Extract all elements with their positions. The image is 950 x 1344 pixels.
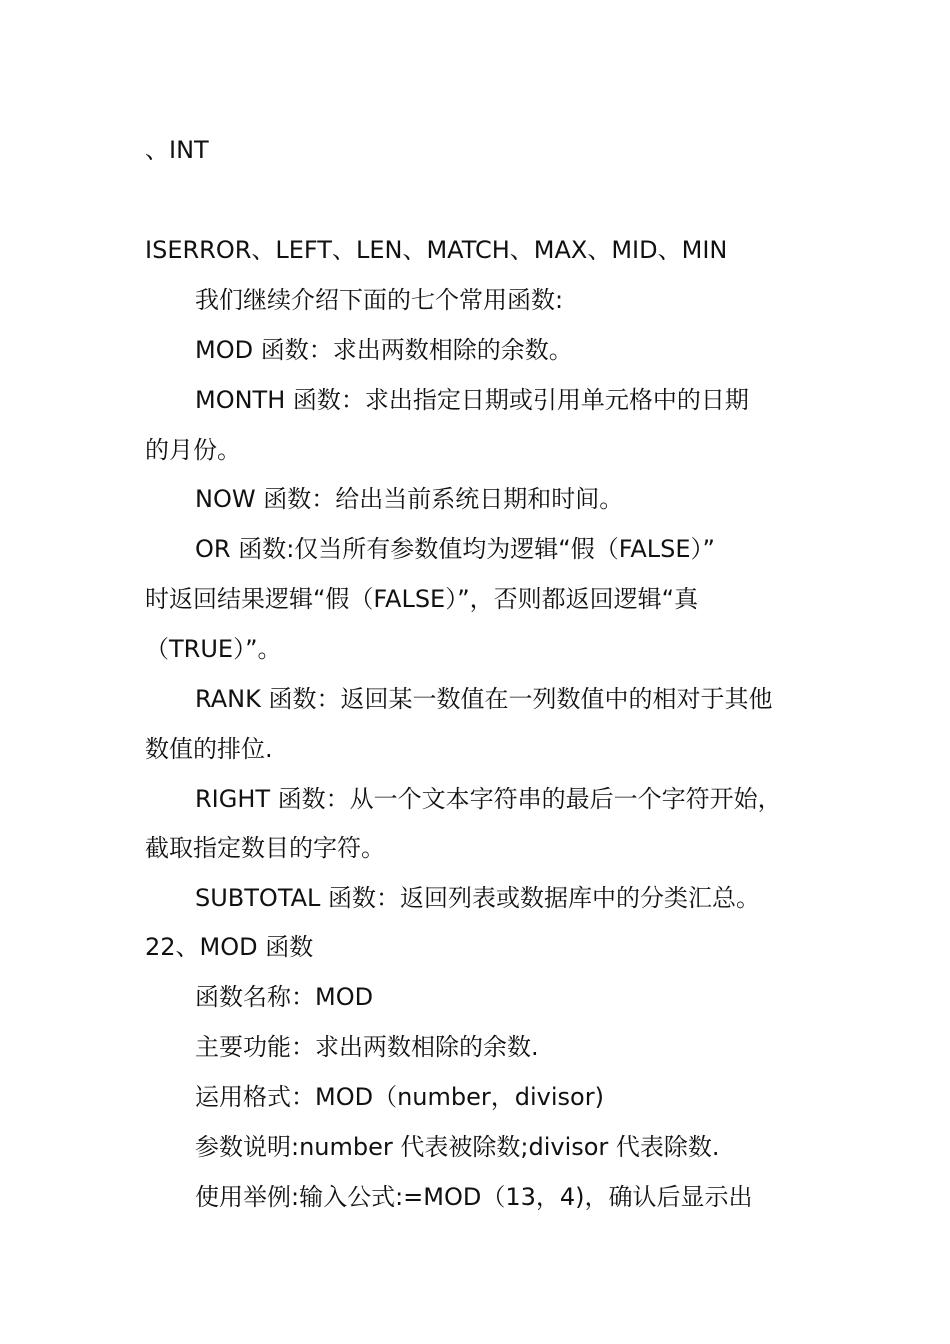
month-description: MONTH 函数：求出指定日期或引用单元格中的日期 (195, 386, 749, 414)
rank-description: RANK 函数：返回某一数值在一列数值中的相对于其他 (195, 685, 773, 713)
function-list-line: ISERROR、LEFT、LEN、MATCH、MAX、MID、MIN (145, 236, 728, 264)
parameter-description: 参数说明:number 代表被除数;divisor 代表除数. (195, 1133, 720, 1161)
usage-format: 运用格式：MOD（number，divisor) (195, 1083, 604, 1111)
mod-description: MOD 函数：求出两数相除的余数。 (195, 336, 573, 364)
intro-paragraph: 我们继续介绍下面的七个常用函数: (195, 286, 564, 314)
text-line: 、INT (145, 136, 209, 164)
now-description: NOW 函数：给出当前系统日期和时间。 (195, 485, 624, 513)
right-description: RIGHT 函数：从一个文本字符串的最后一个字符开始， (195, 785, 782, 813)
or-description-end: （TRUE）”。 (145, 635, 282, 663)
function-name: 函数名称：MOD (195, 983, 374, 1011)
or-description-cont: 时返回结果逻辑“假（FALSE）”，否则都返回逻辑“真 (145, 585, 699, 613)
usage-example: 使用举例:输入公式:=MOD（13，4)，确认后显示出 (195, 1183, 753, 1211)
or-description: OR 函数:仅当所有参数值均为逻辑“假（FALSE）” (195, 535, 715, 563)
month-description-cont: 的月份。 (145, 436, 241, 464)
right-description-cont: 截取指定数目的字符。 (145, 834, 385, 862)
main-function: 主要功能：求出两数相除的余数. (195, 1033, 539, 1061)
section-heading: 22、MOD 函数 (145, 933, 314, 961)
rank-description-cont: 数值的排位. (145, 735, 273, 763)
subtotal-description: SUBTOTAL 函数：返回列表或数据库中的分类汇总。 (195, 884, 761, 912)
